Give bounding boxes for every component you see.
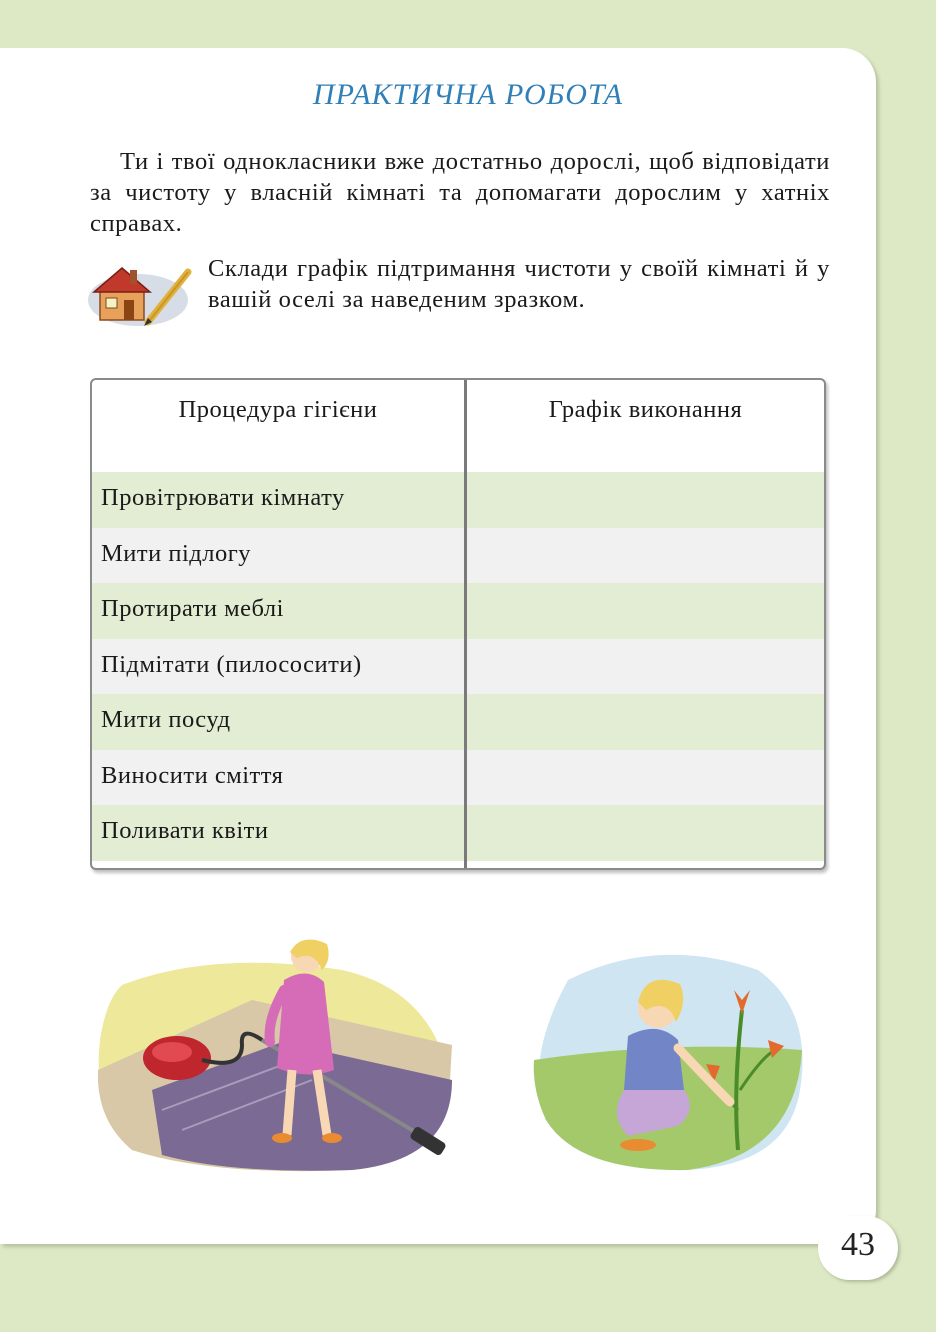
table-cell-procedure: Мити посуд — [101, 706, 231, 733]
table-row — [92, 639, 824, 695]
girl-watering-flower-illustration — [528, 940, 806, 1172]
table-row — [92, 694, 824, 750]
girl-vacuuming-illustration — [92, 930, 454, 1174]
hygiene-schedule-table — [90, 378, 826, 870]
table-cell-procedure: Підмітати (пилососити) — [101, 650, 362, 678]
page-title: ПРАКТИЧНА РОБОТА — [312, 78, 624, 111]
table-cell-procedure: Поливати квіти — [101, 817, 269, 844]
table-header-procedure: Процедура гігієни — [178, 396, 378, 423]
table-row — [92, 805, 824, 861]
table-row — [92, 583, 824, 639]
table-row — [92, 528, 824, 584]
table-row — [92, 472, 824, 528]
column-divider — [464, 380, 467, 868]
table-cell-procedure: Мити підлогу — [101, 539, 251, 567]
table-row — [92, 750, 824, 806]
intro-paragraph: Ти і твої однокласники вже достатньо дорослі, щоб відповідати за чистоту у власній кімнаті та допомагати дорослим у хатніх справах. — [90, 148, 830, 237]
page-number: 43 — [841, 1226, 875, 1263]
table-header-schedule: Графік виконання — [548, 396, 743, 423]
table-cell-procedure: Протирати меблі — [101, 595, 284, 622]
task-text: Склади графік підтримання чистоти у своїй кімнаті й у вашій оселі за наведеним зразком. — [208, 255, 830, 313]
house-pencil-icon — [88, 260, 196, 326]
table-cell-procedure: Виносити сміття — [101, 761, 284, 789]
table-cell-procedure: Провітрювати кімнату — [101, 484, 345, 511]
